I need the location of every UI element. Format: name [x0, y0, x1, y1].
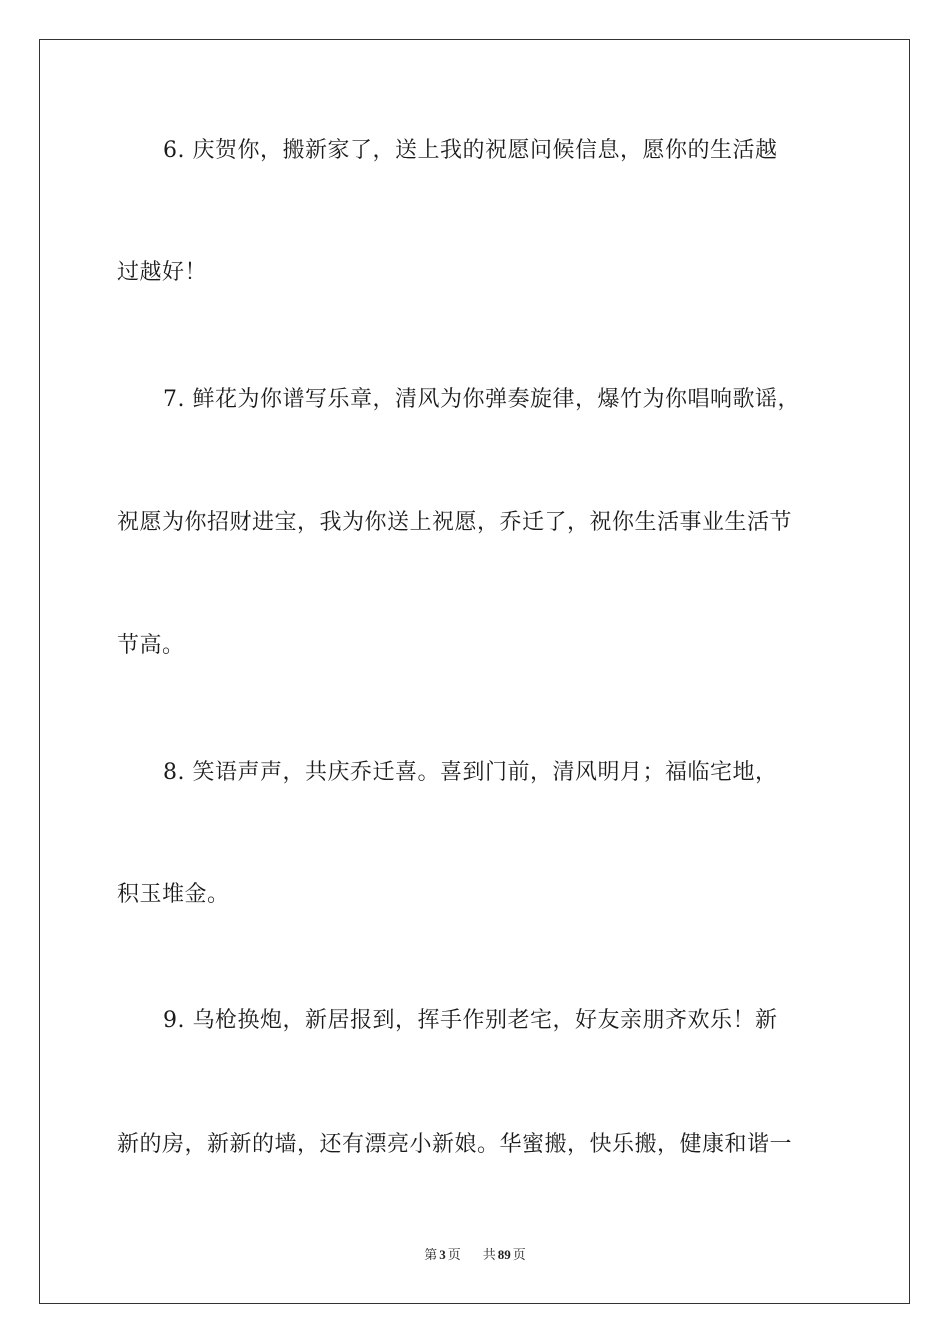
- paragraph-6-line-1: 6. 庆贺你，搬新家了，送上我的祝愿问候信息，愿你的生活越: [163, 138, 778, 163]
- paragraph-7-line-3: 节高。: [117, 633, 185, 658]
- footer-total-prefix: 共: [482, 1248, 496, 1263]
- paragraph-9-line-1: 9. 乌枪换炮，新居报到，挥手作别老宅，好友亲朋齐欢乐！新: [163, 1008, 778, 1033]
- page-border: [39, 39, 910, 1304]
- paragraph-7-line-2: 祝愿为你招财进宝，我为你送上祝愿，乔迁了，祝你生活事业生活节: [117, 510, 793, 535]
- paragraph-6-line-2: 过越好！: [117, 260, 208, 285]
- footer-total-suffix: 页: [512, 1248, 526, 1263]
- footer-total-pages: 89: [497, 1247, 511, 1262]
- footer-page-prefix: 第: [424, 1248, 438, 1263]
- footer-page-current: 3: [439, 1247, 446, 1262]
- page-footer: [0, 1246, 950, 1265]
- paragraph-8-line-2: 积玉堆金。: [117, 882, 230, 907]
- footer-page-suffix: 页: [447, 1248, 461, 1263]
- paragraph-9-line-2: 新的房，新新的墙，还有漂亮小新娘。华蜜搬，快乐搬，健康和谐一: [117, 1132, 793, 1157]
- paragraph-7-line-1: 7. 鲜花为你谱写乐章，清风为你弹奏旋律，爆竹为你唱响歌谣，: [163, 387, 800, 412]
- paragraph-8-line-1: 8. 笑语声声，共庆乔迁喜。喜到门前，清风明月；福临宅地，: [163, 760, 778, 785]
